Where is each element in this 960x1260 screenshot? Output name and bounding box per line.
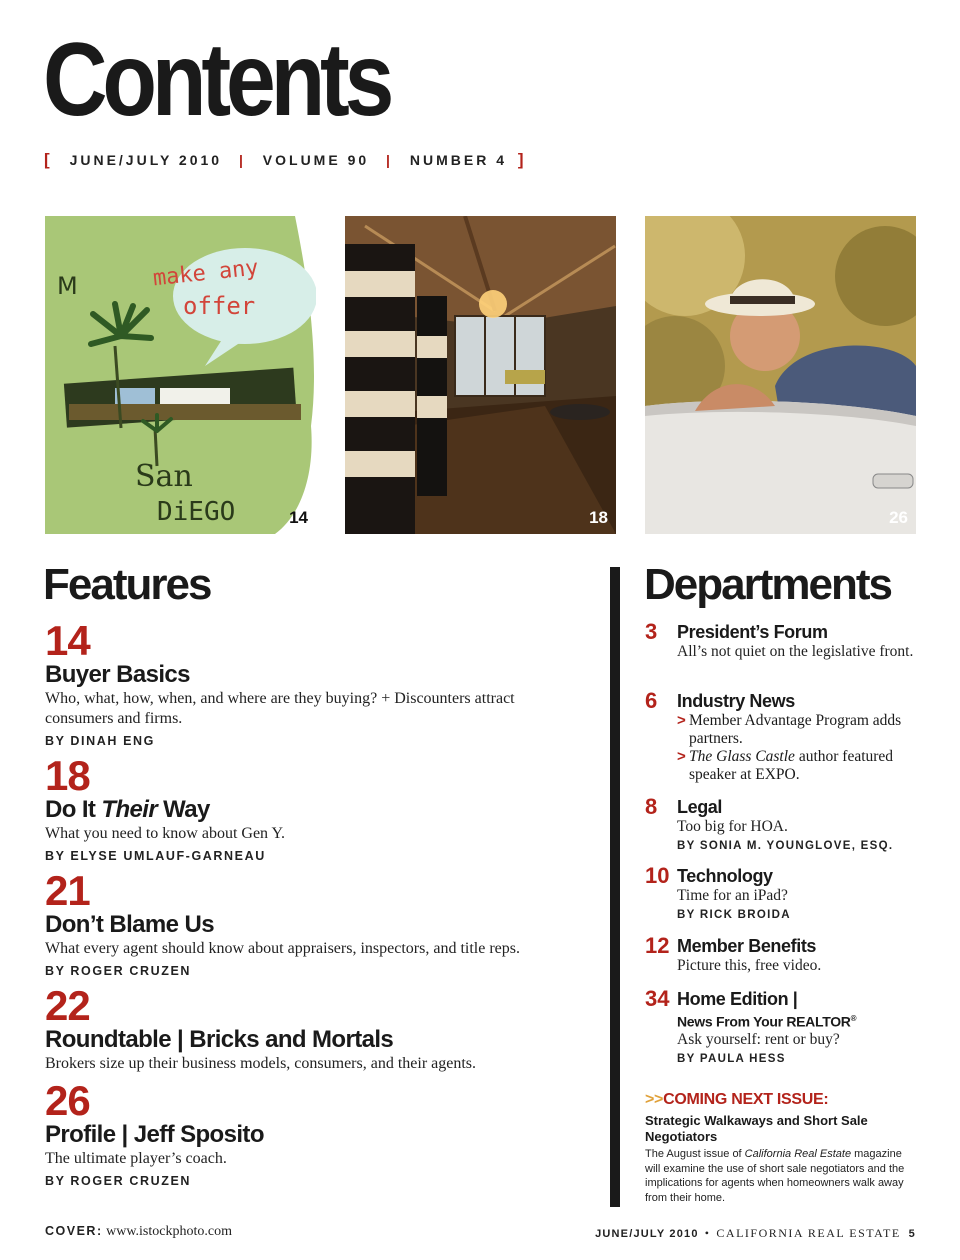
feature-title: Profile | Jeff Sposito (45, 1121, 264, 1148)
svg-text:offer: offer (183, 292, 256, 320)
department-page-number: 6 (645, 688, 658, 713)
department-description: All’s not quiet on the legislative front. (677, 643, 914, 660)
department-item[interactable] (645, 935, 935, 975)
illustration-art (45, 216, 316, 534)
subtitle-text: News From Your REALTOR (677, 1013, 851, 1030)
department-description: Time for an iPad? (677, 887, 788, 904)
folio-page-number: 5 (908, 1228, 916, 1240)
department-item[interactable] (645, 690, 935, 784)
separator: | (238, 152, 246, 168)
department-byline: BY PAULA HESS (677, 1052, 786, 1065)
coming-next-issue[interactable] (645, 1091, 920, 1205)
feature-page-number: 18 (45, 752, 90, 799)
department-title: Technology (677, 866, 773, 886)
feature-item[interactable] (45, 867, 585, 979)
issue-info (44, 150, 527, 170)
cover-url[interactable]: www.istockphoto.com (102, 1224, 232, 1239)
department-subtitle (677, 1010, 935, 1031)
cover-label: COVER: (45, 1224, 103, 1238)
department-page-number: 8 (645, 794, 658, 819)
interior-image (345, 216, 616, 534)
volume: VOLUME 90 (262, 152, 370, 168)
department-title: Legal (677, 797, 723, 817)
feature-page-number: 22 (45, 982, 90, 1029)
loft-interior-photo[interactable] (345, 216, 616, 534)
folio-magazine: CALIFORNIA REAL ESTATE (716, 1226, 901, 1240)
department-page-number: 34 (645, 986, 670, 1011)
department-page-number: 10 (645, 863, 670, 888)
coming-next-label: COMING NEXT ISSUE: (663, 1091, 829, 1108)
coming-next-heading (645, 1091, 920, 1109)
feature-description: Who, what, how, when, and where are they buying? + Discounters attract consumers and firms. (45, 690, 515, 728)
feature-page-number: 14 (45, 617, 90, 664)
feature-byline: BY ROGER CRUZEN (45, 1174, 192, 1189)
portrait-image (645, 216, 916, 534)
department-byline: BY SONIA M. YOUNGLOVE, ESQ. (677, 840, 894, 852)
feature-description: What you need to know about Gen Y. (45, 825, 285, 843)
book-title: The Glass Castle (689, 748, 795, 765)
svg-text:San: San (135, 459, 193, 494)
cover-credit (45, 1224, 232, 1240)
page-number-badge: 18 (589, 508, 608, 527)
chevron-right-icon: > (677, 748, 686, 765)
feature-page-number: 26 (45, 1077, 90, 1124)
magazine-name: California Real Estate (744, 1148, 852, 1160)
bullet-text: author featured speaker at EXPO. (689, 748, 894, 783)
svg-text:DiEGO: DiEGO (157, 497, 236, 527)
department-title: Member Benefits (677, 936, 817, 956)
feature-item[interactable] (45, 752, 585, 864)
feature-title-part: Way (157, 796, 210, 823)
department-description: Ask yourself: rent or buy? (677, 1030, 840, 1048)
svg-text:M: M (57, 272, 78, 300)
feature-title: Don’t Blame Us (45, 911, 214, 938)
feature-description: What every agent should know about appraisers, inspectors, and title reps. (45, 940, 520, 958)
feature-title: Buyer Basics (45, 661, 190, 688)
bracket-close: ] (517, 150, 527, 169)
feature-description: Brokers size up their business models, consumers, and their agents. (45, 1055, 477, 1073)
registered-mark: ® (850, 1014, 857, 1023)
san-diego-illustration[interactable] (45, 216, 316, 534)
department-page-number: 12 (645, 933, 670, 958)
department-item[interactable] (645, 621, 935, 661)
department-description: Picture this, free video. (677, 957, 822, 974)
page-number-badge: 26 (889, 508, 908, 527)
features-heading: Features (43, 560, 211, 609)
desc-text: magazine will examine the use of short sale negotiators and the implications for agents when homeowners walk away from their home. (645, 1148, 905, 1204)
issue-date: JUNE/JULY 2010 (69, 152, 223, 168)
feature-byline: BY ELYSE UMLAUF-GARNEAU (45, 849, 266, 864)
feature-title (45, 797, 585, 822)
department-title: Home Edition | (677, 989, 798, 1009)
feature-page-number: 21 (45, 867, 90, 914)
department-page-number: 3 (645, 619, 658, 644)
department-title: President’s Forum (677, 622, 828, 642)
bracket-open: [ (44, 150, 53, 169)
column-divider (610, 567, 620, 1207)
department-item[interactable] (645, 796, 935, 852)
feature-description: The ultimate player’s coach. (45, 1150, 227, 1168)
page-title: Contents (43, 22, 390, 138)
department-item[interactable] (645, 865, 935, 921)
feature-item[interactable] (45, 617, 585, 749)
departments-heading: Departments (644, 560, 891, 609)
news-bullet (677, 748, 935, 784)
man-in-convertible-photo[interactable] (645, 216, 916, 534)
coming-next-title: Strategic Walkaways and Short Sale Negotiators (645, 1113, 868, 1144)
folio-issue: JUNE/JULY 2010 (595, 1228, 699, 1240)
folio-dot: • (704, 1226, 711, 1240)
department-item[interactable] (645, 988, 935, 1065)
feature-title: Roundtable | Bricks and Mortals (45, 1026, 394, 1053)
department-title: Industry News (677, 691, 795, 711)
department-description: Too big for HOA. (677, 818, 788, 835)
bullet-text: Member Advantage Program adds partners. (689, 712, 902, 747)
department-byline: BY RICK BROIDA (677, 909, 791, 921)
svg-text:make any: make any (151, 255, 260, 292)
issue-number: NUMBER 4 (409, 152, 507, 168)
folio (595, 1226, 916, 1241)
separator: | (386, 152, 393, 168)
feature-item[interactable] (45, 1077, 585, 1189)
feature-byline: BY ROGER CRUZEN (45, 964, 192, 979)
desc-text: The August issue of (645, 1148, 745, 1160)
chevron-right-icon: > (677, 712, 686, 729)
double-chevron-icon: >> (645, 1091, 664, 1108)
feature-title-italic: Their (101, 796, 158, 823)
page-number-badge: 14 (289, 508, 308, 527)
feature-title-part: Do It (45, 796, 102, 823)
coming-next-description (645, 1147, 920, 1205)
feature-item[interactable] (45, 982, 585, 1074)
feature-byline: BY DINAH ENG (45, 734, 155, 749)
news-bullet (677, 712, 935, 748)
